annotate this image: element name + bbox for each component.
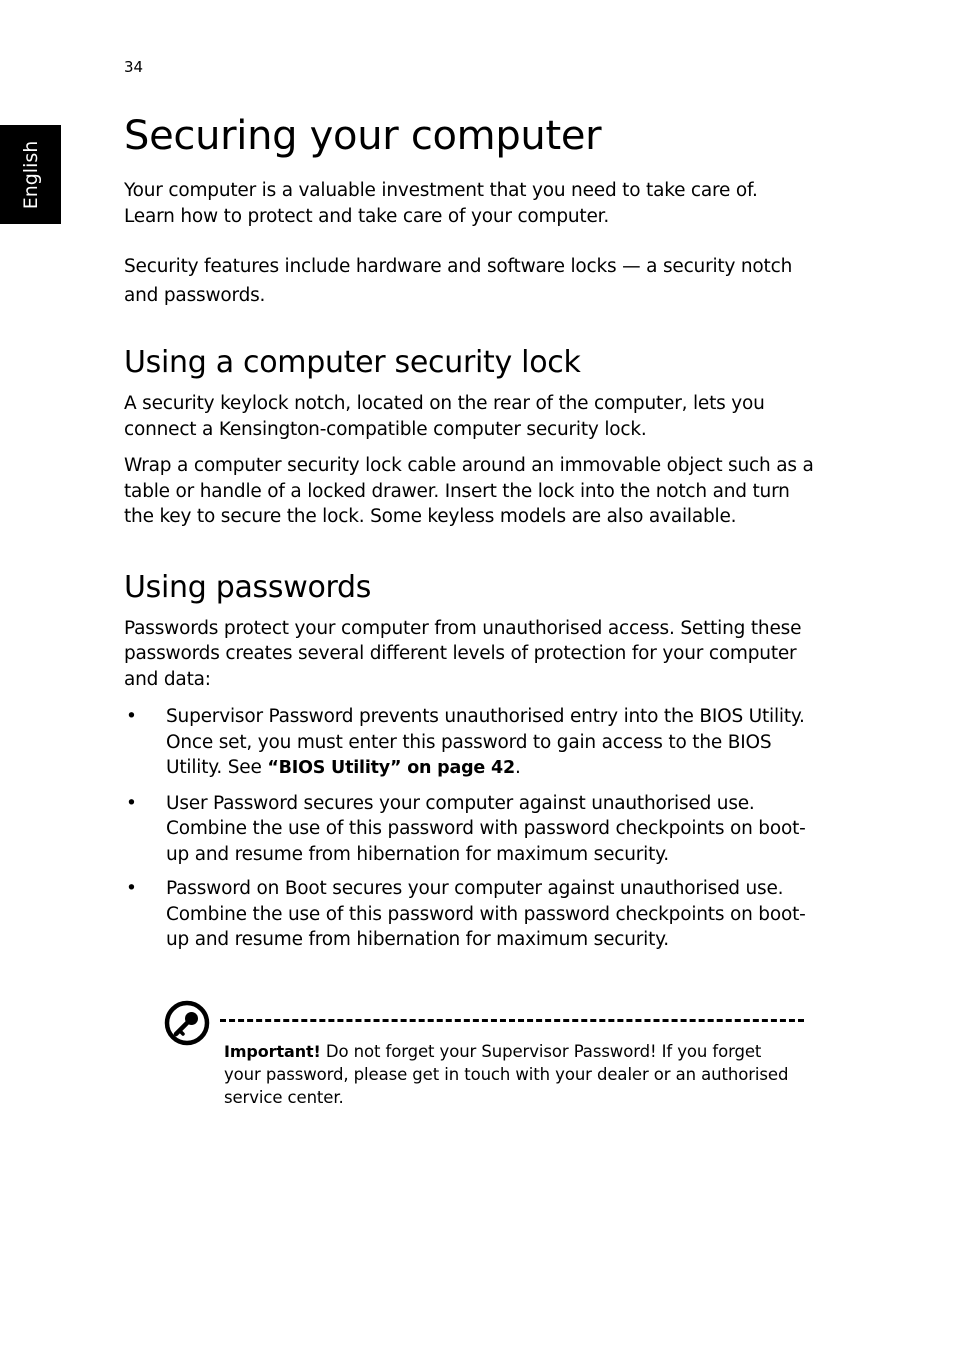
lock-cable-paragraph: Wrap a computer security lock cable around an immovable object such as a table or handle of a locked drawer. Insert the lock into the notch and turn the key to secure the lock. Some keyless models are also available. — [124, 455, 814, 527]
language-tab — [0, 125, 61, 224]
intro-paragraph: Your computer is a valuable investment that you need to take care of. Learn how to protect and take care of your computer. — [124, 180, 758, 227]
note-label: Important! — [224, 1042, 321, 1061]
passwords-intro-paragraph: Passwords protect your computer from unauthorised access. Setting these passwords creates several different levels of protection for your computer and data: — [124, 617, 802, 690]
note-dashed-divider — [220, 1019, 804, 1022]
section-heading-security-lock: Using a computer security lock — [124, 345, 581, 380]
password-types-list — [124, 704, 814, 953]
language-tab-label: English — [19, 140, 42, 209]
list-item-suffix: . — [514, 757, 521, 778]
bullet-marker: • — [126, 878, 137, 899]
bullet-marker: • — [126, 792, 137, 814]
bullet-marker: • — [126, 706, 137, 727]
page-content — [124, 108, 814, 962]
list-item-text: User Password secures your computer against unauthorised use. Combine the use of this password with password checkpoints on boot-up and resume from hibernation for maximum security. — [166, 792, 806, 865]
list-item-text: Password on Boot secures your computer against unauthorised use. Combine the use of this password with password checkpoints on boot-up and resume from hibernation for maximum security. — [166, 878, 806, 950]
bios-utility-cross-reference-link[interactable]: “BIOS Utility” on page 42 — [267, 758, 515, 778]
important-note — [164, 1000, 806, 1112]
note-body: Do not forget your Supervisor Password! If you forget your password, please get in touch with your dealer or an authorised service center. — [224, 1042, 789, 1107]
list-item-supervisor-password — [124, 704, 814, 782]
section-heading-passwords: Using passwords — [124, 569, 372, 605]
list-item-password-on-boot — [124, 876, 814, 953]
keylock-notch-paragraph: A security keylock notch, located on the rear of the computer, lets you connect a Kensington-compatible computer security lock. — [124, 393, 765, 440]
page-number: 34 — [124, 58, 144, 76]
page-title: Securing your computer — [124, 113, 602, 159]
note-text — [224, 1040, 799, 1109]
security-features-paragraph: Security features include hardware and software locks — a security notch and passwords. — [124, 256, 793, 306]
list-item-user-password — [124, 791, 814, 868]
key-icon — [164, 1000, 210, 1046]
list-item-text: Supervisor Password prevents unauthorised entry into the BIOS Utility. Once set, you must enter this password to gain access to the BIOS Utility. See — [166, 706, 805, 778]
